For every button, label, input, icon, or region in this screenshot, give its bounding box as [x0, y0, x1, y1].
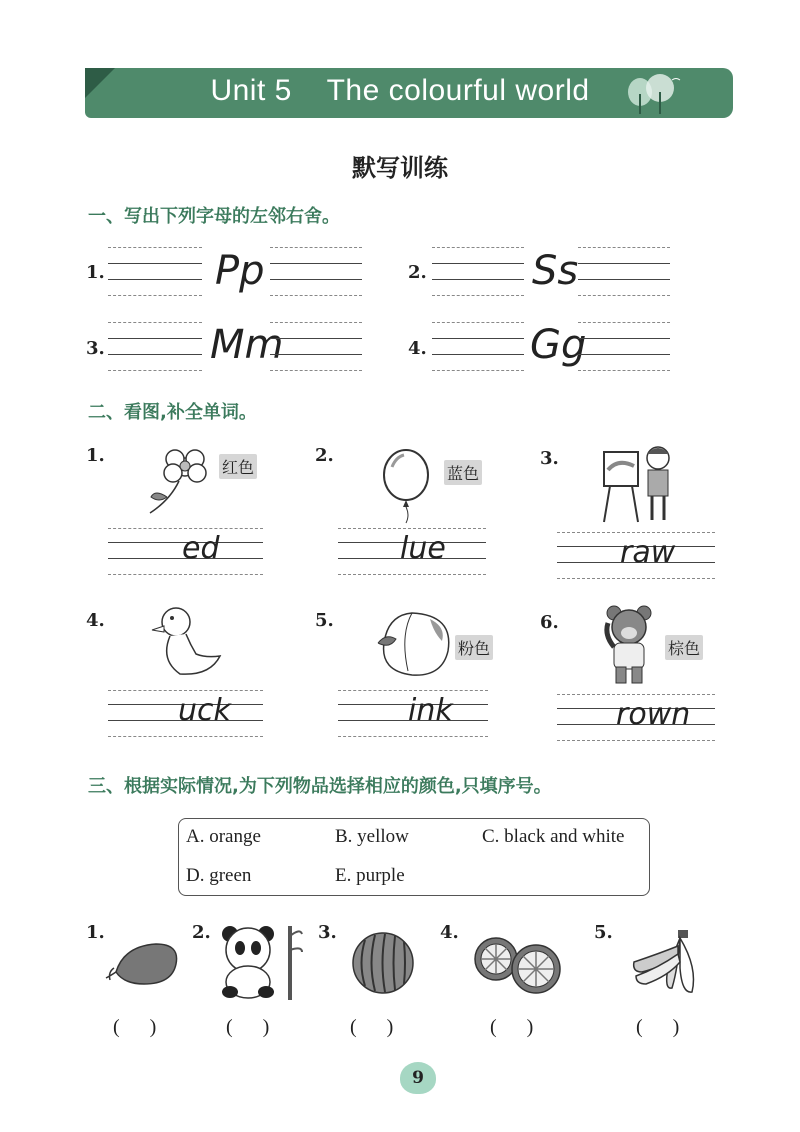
eggplant-icon — [104, 938, 182, 990]
panda-icon — [216, 920, 304, 1002]
s3-item3-num: 3. — [318, 922, 337, 943]
peach-icon — [372, 605, 457, 680]
option-d: D. green — [186, 865, 252, 886]
s2-item1-hint: 红色 — [219, 454, 257, 479]
s2-item3-num: 3. — [540, 448, 559, 469]
s1-item1-letters: Pp — [215, 248, 265, 294]
s1-item4-num: 4. — [408, 338, 427, 359]
balloon-icon — [378, 445, 438, 525]
s3-item1-answer[interactable]: ( ) — [113, 1016, 157, 1038]
s1-item1-left-lines[interactable] — [108, 245, 202, 295]
option-e: E. purple — [335, 865, 405, 886]
s2-item5-hint: 粉色 — [455, 635, 493, 660]
trees-icon — [620, 74, 690, 114]
s3-item3-answer[interactable]: ( ) — [350, 1016, 394, 1038]
s3-item4-answer[interactable]: ( ) — [490, 1016, 534, 1038]
s2-item6-word: rown — [616, 697, 691, 732]
banana-icon — [628, 928, 708, 996]
s2-item3-word: raw — [620, 535, 676, 570]
section1-heading: 一、写出下列字母的左邻右舍。 — [88, 206, 340, 227]
s2-item6-hint: 棕色 — [665, 635, 703, 660]
option-c: C. black and white — [482, 826, 625, 847]
orange-icon — [472, 935, 564, 997]
s2-item2-num: 2. — [315, 445, 334, 466]
s1-item3-right-lines[interactable] — [270, 320, 362, 370]
page-title: 默写训练 — [352, 154, 448, 182]
s1-item3-left-lines[interactable] — [108, 320, 202, 370]
s1-item2-left-lines[interactable] — [432, 245, 524, 295]
section2-heading: 二、看图,补全单词。 — [88, 402, 257, 423]
s1-item3-letters: Mm — [210, 322, 284, 368]
s1-item4-letters: Gg — [530, 322, 587, 368]
s1-item2-letters: Ss — [532, 248, 579, 294]
s1-item1-num: 1. — [86, 262, 105, 283]
s3-item1-num: 1. — [86, 922, 105, 943]
option-a: A. orange — [186, 826, 261, 847]
s3-item2-answer[interactable]: ( ) — [226, 1016, 270, 1038]
duck-icon — [150, 600, 225, 680]
section3-heading: 三、根据实际情况,为下列物品选择相应的颜色,只填序号。 — [88, 776, 552, 797]
painter-icon — [598, 440, 683, 525]
s1-item1-right-lines[interactable] — [270, 245, 362, 295]
s2-item1-word: ed — [182, 531, 220, 566]
s2-item2-word: lue — [400, 531, 446, 566]
s2-item4-word: uck — [178, 693, 231, 728]
flower-icon — [145, 445, 220, 515]
watermelon-icon — [350, 930, 416, 996]
s3-item5-answer[interactable]: ( ) — [636, 1016, 680, 1038]
s1-item2-right-lines[interactable] — [578, 245, 670, 295]
s2-item5-word: ink — [408, 693, 453, 728]
s2-item5-num: 5. — [315, 610, 334, 631]
s1-item2-num: 2. — [408, 262, 427, 283]
s3-item5-num: 5. — [594, 922, 613, 943]
s1-item4-right-lines[interactable] — [578, 320, 670, 370]
s2-item4-num: 4. — [86, 610, 105, 631]
s2-item2-hint: 蓝色 — [444, 460, 482, 485]
option-b: B. yellow — [335, 826, 409, 847]
bear-icon — [600, 603, 670, 688]
s3-item4-num: 4. — [440, 922, 459, 943]
unit-title: Unit 5 The colourful world — [210, 74, 590, 107]
s1-item3-num: 3. — [86, 338, 105, 359]
s1-item4-left-lines[interactable] — [432, 320, 524, 370]
s2-item1-num: 1. — [86, 445, 105, 466]
s3-item2-num: 2. — [192, 922, 211, 943]
page-number: 9 — [400, 1062, 436, 1094]
s2-item6-num: 6. — [540, 612, 559, 633]
